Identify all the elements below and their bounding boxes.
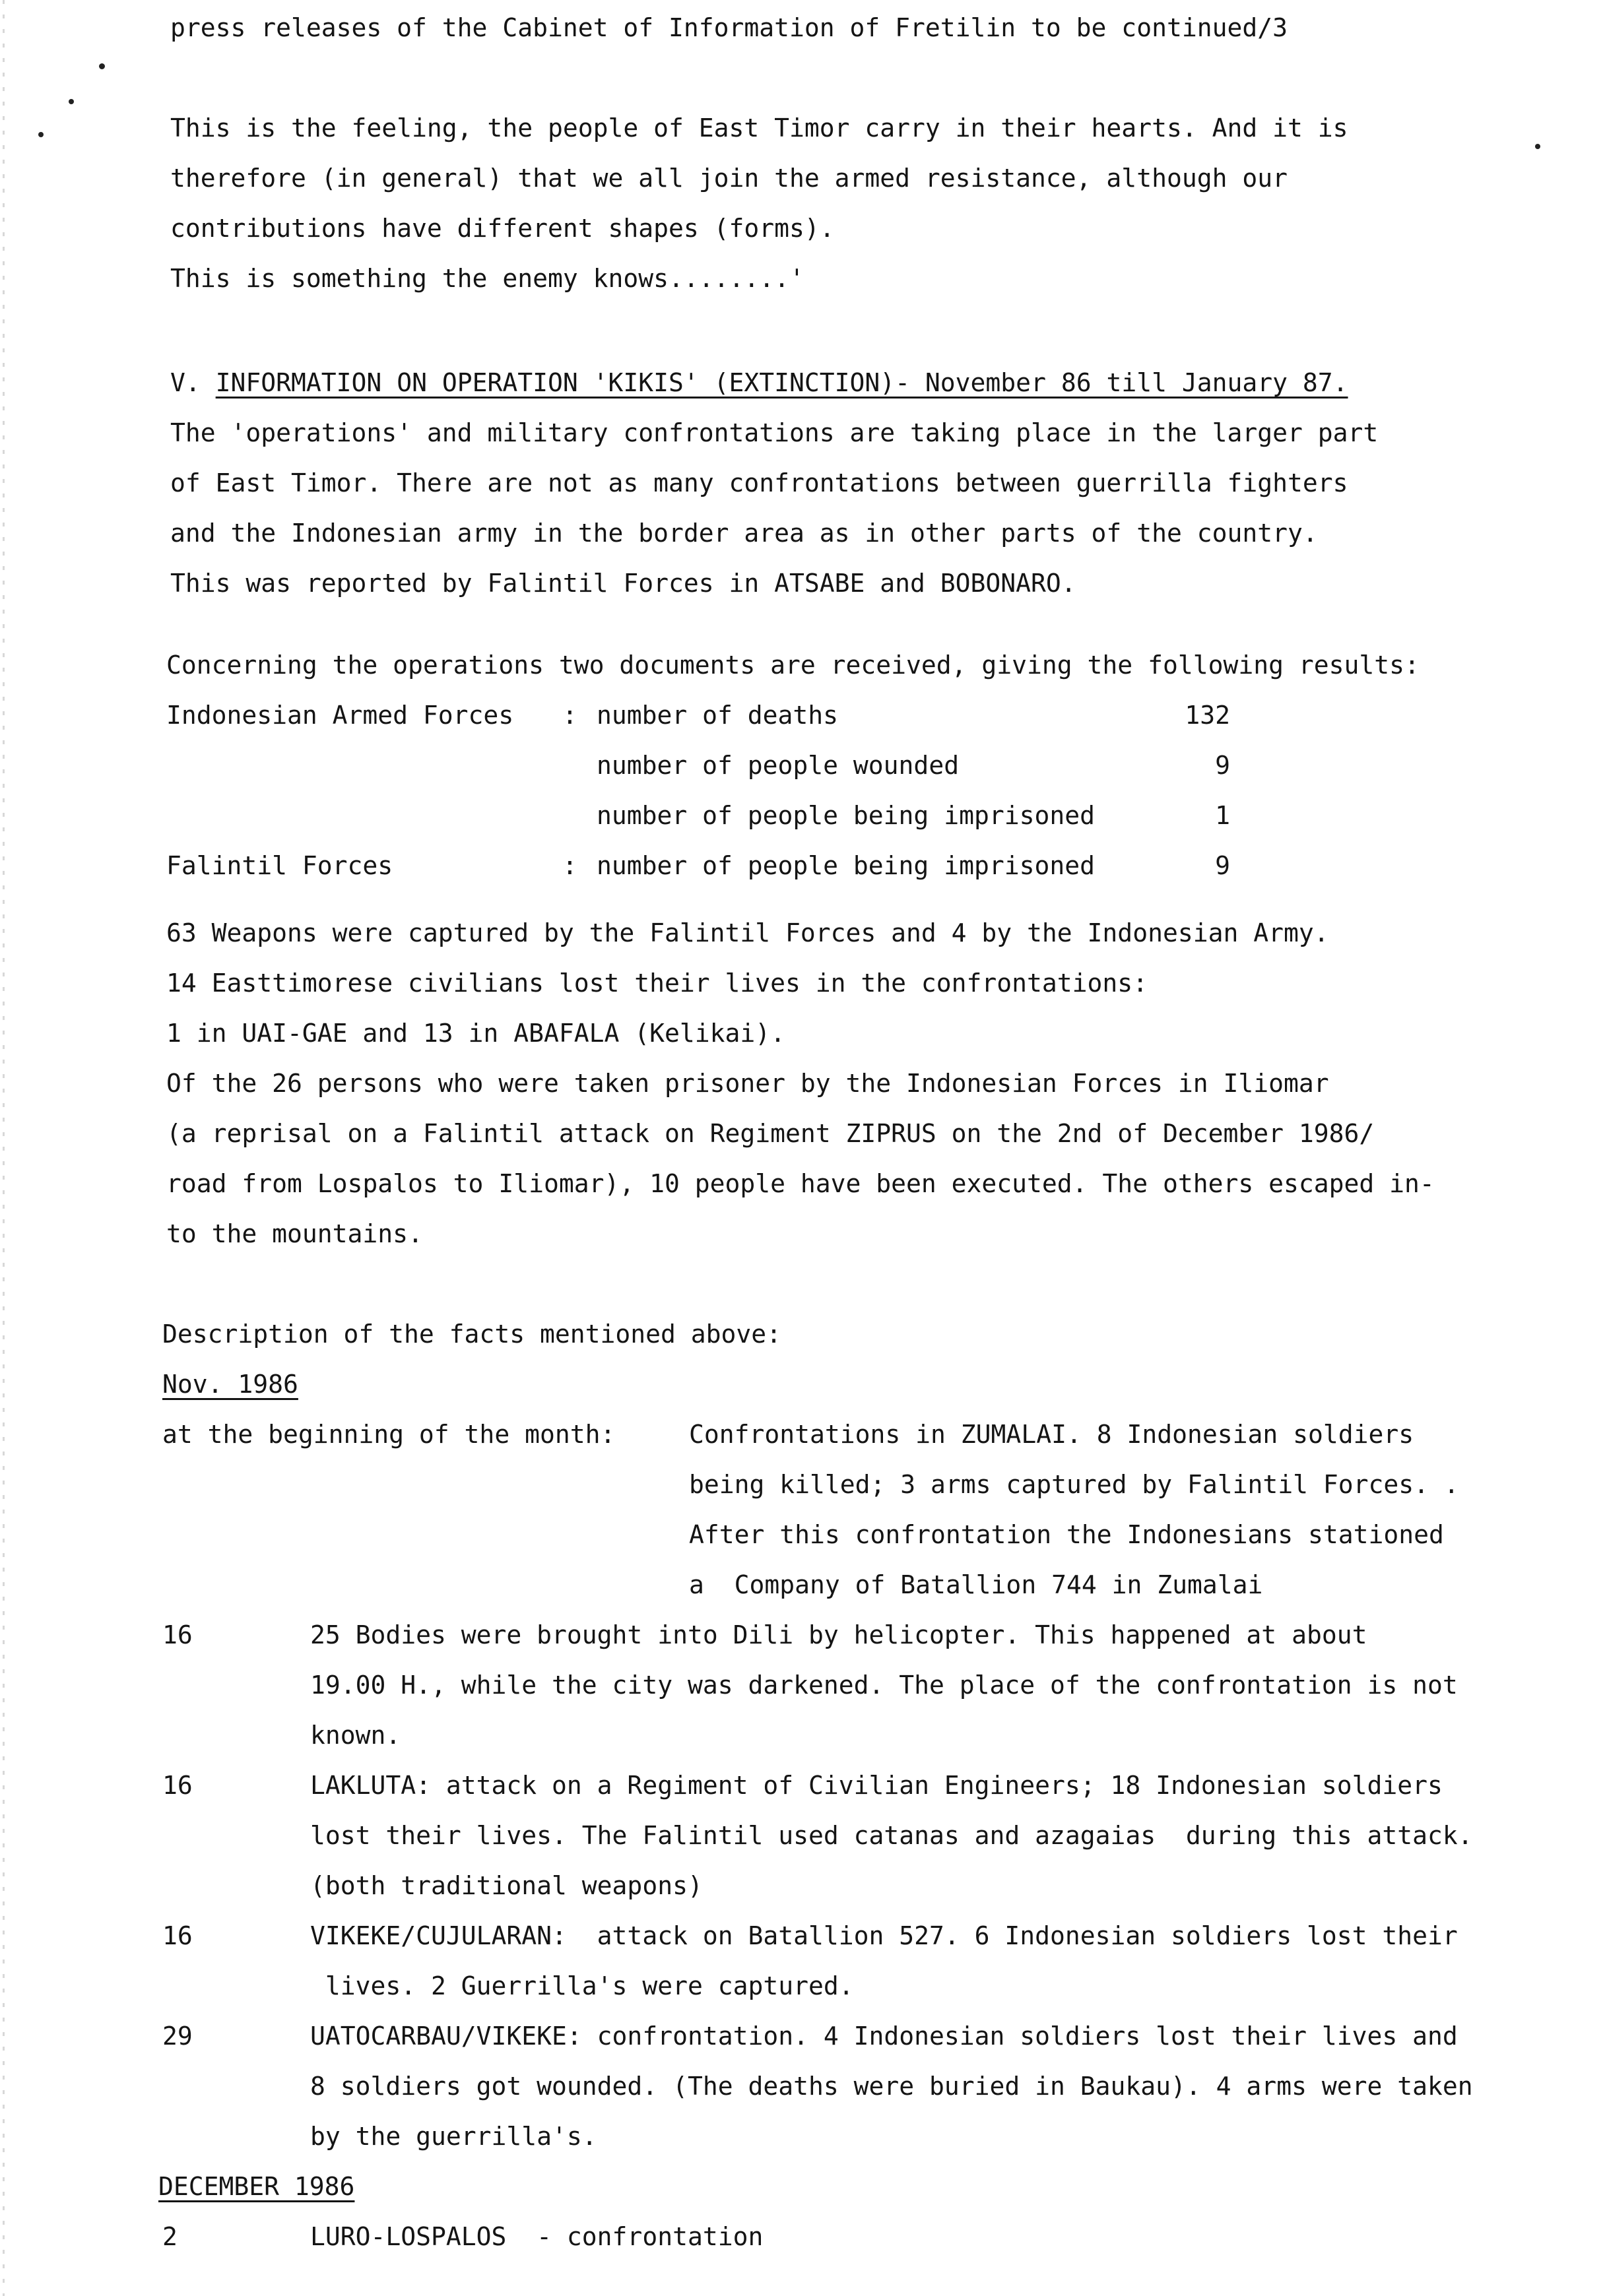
entry-text: UATOCARBAU/VIKEKE: confrontation. 4 Indonesian soldiers lost their lives and: [310, 2022, 1458, 2051]
entry-day: 29: [162, 2022, 193, 2051]
scan-speck: [38, 132, 44, 137]
scan-speck: [1535, 144, 1540, 149]
entry-text: VIKEKE/CUJULARAN: attack on Batallion 527. 6 Indonesian soldiers lost their: [310, 1921, 1458, 1950]
entry-text: 8 soldiers got wounded. (The deaths were buried in Baukau). 4 arms were taken: [310, 2072, 1473, 2101]
body-line: 63 Weapons were captured by the Falintil Forces and 4 by the Indonesian Army.: [166, 918, 1329, 947]
results-value: 9: [1215, 851, 1230, 880]
entry-text: After this confrontation the Indonesians stationed: [689, 1520, 1444, 1549]
entry-text: 19.00 H., while the city was darkened. The place of the confrontation is not: [310, 1671, 1458, 1700]
results-value: 9: [1215, 751, 1230, 780]
intro-line: This is the feeling, the people of East Timor carry in their hearts. And it is: [170, 113, 1348, 143]
results-intro: Concerning the operations two documents are received, giving the following results:: [166, 651, 1420, 680]
results-value: 132: [1185, 701, 1230, 730]
section-title: INFORMATION ON OPERATION 'KIKIS' (EXTINCTION)- November 86 till January 87.: [215, 368, 1348, 397]
entry-label: at the beginning of the month:: [162, 1420, 616, 1449]
section-number: V.: [170, 368, 201, 397]
body-line: Of the 26 persons who were taken prisoner by the Indonesian Forces in Iliomar: [166, 1069, 1329, 1098]
entry-text: (both traditional weapons): [310, 1871, 703, 1900]
entry-text: known.: [310, 1721, 401, 1750]
section-paragraph-line: The 'operations' and military confrontations are taking place in the larger part: [170, 418, 1379, 447]
entry-day: 16: [162, 1771, 193, 1800]
results-item: number of people being imprisoned: [597, 801, 1095, 830]
page-header: press releases of the Cabinet of Information of Fretilin to be continued/3: [170, 13, 1288, 42]
entry-day: 16: [162, 1921, 193, 1950]
entry-text: LURO-LOSPALOS - confrontation: [310, 2222, 764, 2251]
results-value: 1: [1215, 801, 1230, 830]
entry-text: being killed; 3 arms captured by Falintil Forces. .: [689, 1470, 1459, 1499]
body-line: (a reprisal on a Falintil attack on Regiment ZIPRUS on the 2nd of December 1986/: [166, 1119, 1375, 1148]
body-line: to the mountains.: [166, 1219, 423, 1248]
entry-day: 2: [162, 2222, 178, 2251]
body-line: road from Lospalos to Iliomar), 10 people have been executed. The others escaped in-: [166, 1169, 1435, 1198]
entry-text: Confrontations in ZUMALAI. 8 Indonesian soldiers: [689, 1420, 1414, 1449]
intro-line: contributions have different shapes (forms).: [170, 214, 835, 243]
results-separator: :: [562, 701, 577, 730]
entry-text: LAKLUTA: attack on a Regiment of Civilian Engineers; 18 Indonesian soldiers: [310, 1771, 1443, 1800]
results-item: number of people wounded: [597, 751, 960, 780]
results-separator: :: [562, 851, 577, 880]
results-item: number of deaths: [597, 701, 839, 730]
scan-speck: [69, 99, 74, 104]
section-heading: [170, 358, 1348, 408]
intro-line: therefore (in general) that we all join the armed resistance, although our: [170, 164, 1288, 193]
entry-text: 25 Bodies were brought into Dili by helicopter. This happened at about: [310, 1620, 1367, 1649]
body-line: 1 in UAI-GAE and 13 in ABAFALA (Kelikai).: [166, 1019, 785, 1048]
description-title: Description of the facts mentioned above:: [162, 1320, 781, 1349]
entry-text: lost their lives. The Falintil used catanas and azagaias during this attack.: [310, 1821, 1473, 1850]
month-heading: Nov. 1986: [162, 1370, 298, 1399]
body-line: 14 Easttimorese civilians lost their lives in the confrontations:: [166, 969, 1148, 998]
entry-text: lives. 2 Guerrilla's were captured.: [310, 1971, 854, 2000]
results-force: Falintil Forces: [166, 851, 393, 880]
results-item: number of people being imprisoned: [597, 851, 1095, 880]
scan-edge-marks: [3, 0, 5, 2296]
scan-speck: [99, 63, 105, 69]
section-paragraph-line: This was reported by Falintil Forces in ATSABE and BOBONARO.: [170, 569, 1076, 598]
entry-text: by the guerrilla's.: [310, 2122, 597, 2151]
section-paragraph-line: of East Timor. There are not as many confrontations between guerrilla fighters: [170, 468, 1348, 497]
month-heading: DECEMBER 1986: [158, 2172, 355, 2201]
section-paragraph-line: and the Indonesian army in the border area as in other parts of the country.: [170, 519, 1318, 548]
entry-day: 16: [162, 1620, 193, 1649]
results-force: Indonesian Armed Forces: [166, 701, 514, 730]
intro-line: This is something the enemy knows........': [170, 264, 804, 293]
entry-text: a Company of Batallion 744 in Zumalai: [689, 1570, 1263, 1599]
